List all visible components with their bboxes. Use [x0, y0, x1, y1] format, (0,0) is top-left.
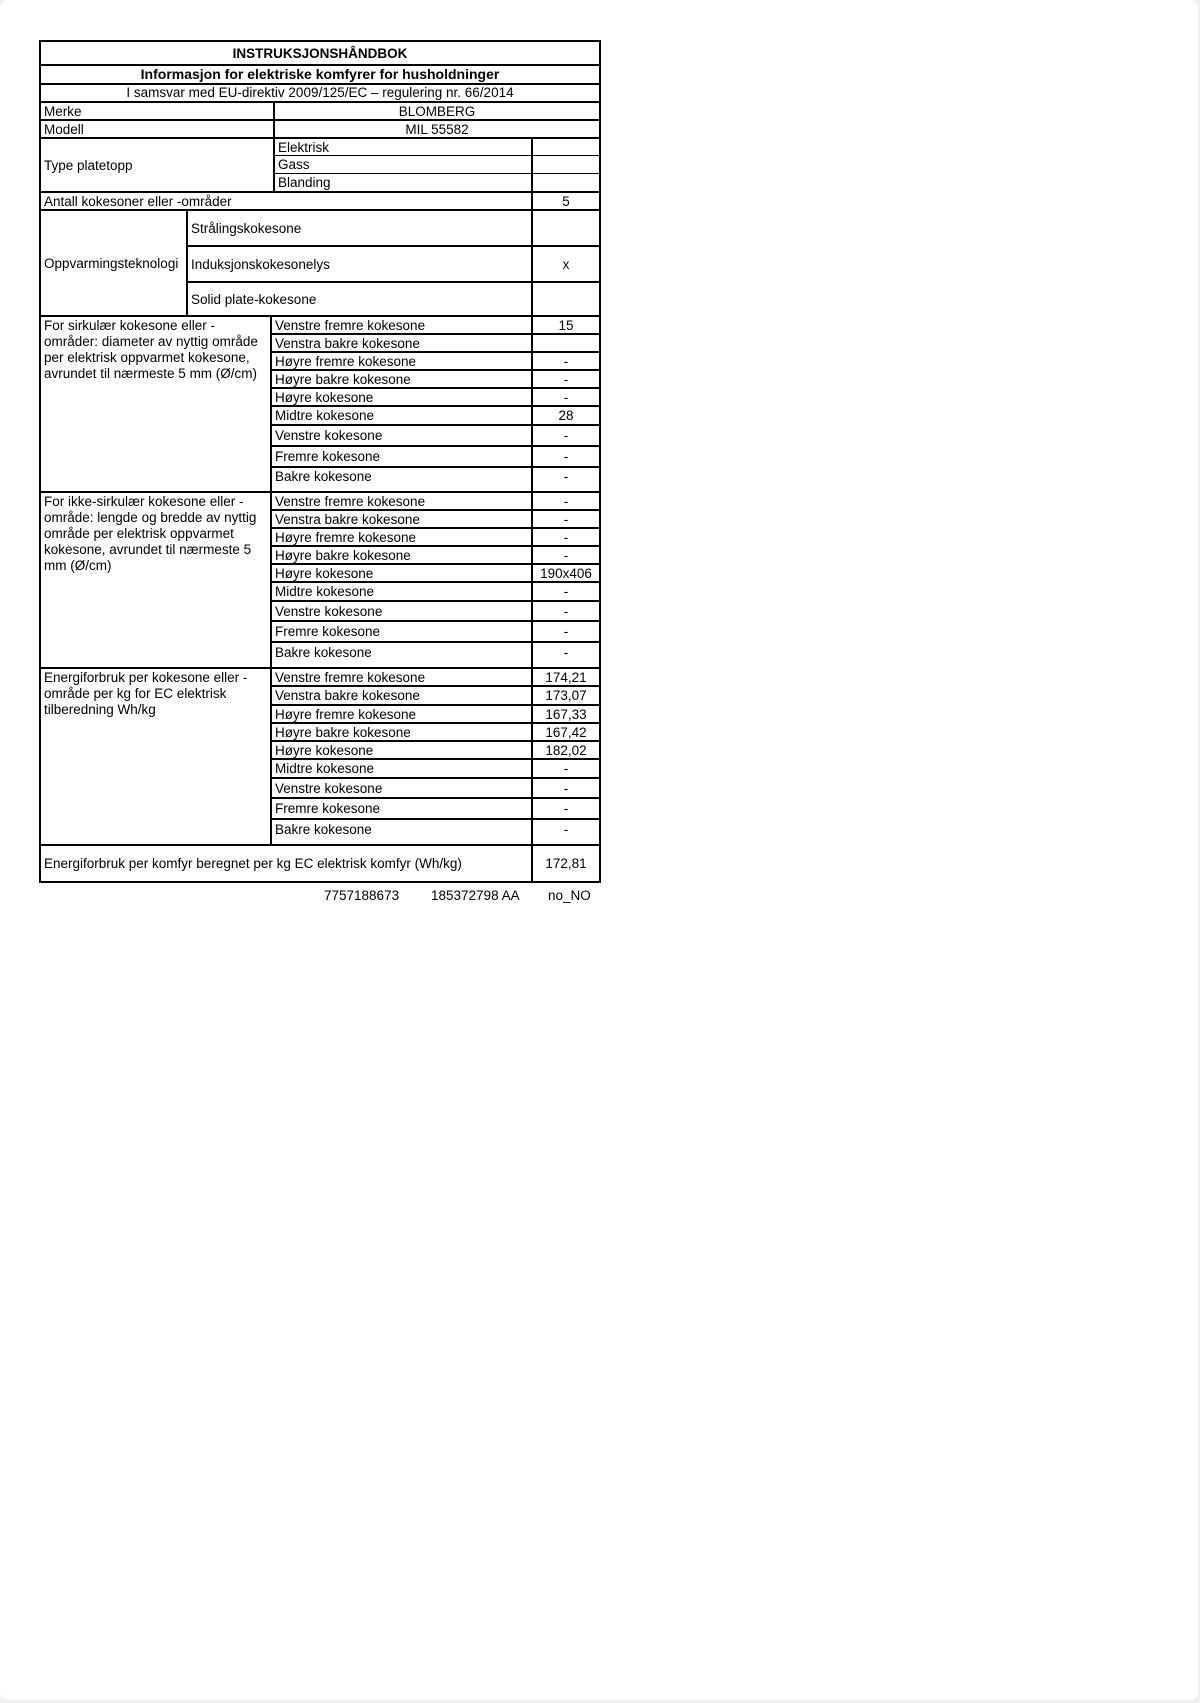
noncircular-zone-row-value: - — [563, 511, 569, 527]
circular-zone-row-label: Høyre fremre kokesone — [275, 353, 417, 369]
zones-count-value: 5 — [562, 193, 570, 209]
noncircular-zone-row-value: - — [563, 584, 569, 599]
heating-tech-mark: x — [562, 256, 570, 272]
heating-tech-option: Induksjonskokesonelys — [191, 256, 330, 272]
energy-zone-row-label: Fremre kokesone — [275, 801, 381, 816]
noncircular-zone-row-label: Høyre kokesone — [275, 565, 374, 581]
energy-zone-label: Energiforbruk per kokesone eller -område per kg for EC elektrisk tilberedning Wh/kg — [44, 670, 248, 717]
noncircular-zone-row-label: Fremre kokesone — [275, 624, 381, 639]
noncircular-zone-row-value: 190x406 — [540, 565, 592, 581]
hob-type-option: Gass — [278, 157, 310, 172]
energy-zone-row-label: Høyre fremre kokesone — [275, 706, 417, 722]
zones-count-label: Antall kokesoner eller -områder — [44, 193, 232, 209]
circular-zone-row-value: - — [563, 468, 569, 484]
energy-total-value: 172,81 — [545, 856, 587, 871]
noncircular-zone-row-label: Høyre bakre kokesone — [275, 547, 411, 563]
energy-zone-row-value: 173,07 — [545, 688, 587, 703]
energy-zone-row-label: Høyre kokesone — [275, 742, 374, 758]
energy-zone-row-label: Venstra bakre kokesone — [275, 688, 420, 703]
circular-zone-row-label: Høyre kokesone — [275, 389, 374, 405]
energy-zone-row-value: - — [563, 801, 569, 816]
heating-tech-mark — [533, 211, 599, 245]
hob-type-option: Elektrisk — [278, 139, 330, 155]
noncircular-zone-row-label: Venstre kokesone — [275, 603, 383, 619]
energy-zone-row-label: Midtre kokesone — [275, 761, 375, 776]
circular-zone-label: For sirkulær kokesone eller -områder: diameter av nyttig område per elektrisk oppvarmet kokesone, avrundet til nærmeste 5 mm (Ø/cm) — [44, 318, 258, 381]
energy-zone-row-label: Høyre bakre kokesone — [275, 724, 411, 740]
circular-zone-row-label: Midtre kokesone — [275, 408, 375, 423]
circular-zone-row-value: - — [563, 428, 569, 443]
product-fiche-table — [39, 40, 601, 883]
hob-type-mark — [533, 156, 599, 173]
circular-zone-row-label: Venstre kokesone — [275, 428, 383, 443]
hob-type-mark — [533, 174, 599, 191]
energy-total-label: Energiforbruk per komfyr beregnet per kg EC elektrisk komfyr (Wh/kg) — [44, 856, 462, 871]
energy-zone-row-label: Venstre fremre kokesone — [275, 669, 426, 685]
heating-tech-option: Strålingskokesone — [191, 220, 302, 236]
energy-zone-row-value: 167,33 — [545, 706, 587, 722]
circular-zone-row-label: Høyre bakre kokesone — [275, 371, 411, 387]
hob-type-mark — [533, 139, 599, 155]
circular-zone-row-value: - — [563, 389, 569, 405]
energy-zone-row-value: - — [563, 780, 569, 796]
energy-zone-row-value: 182,02 — [545, 742, 587, 758]
heating-tech-label: Oppvarmingsteknologi — [44, 255, 179, 271]
energy-zone-row-label: Bakre kokesone — [275, 822, 372, 837]
circular-zone-row-value — [533, 335, 599, 351]
circular-zone-row-label: Bakre kokesone — [275, 468, 372, 484]
circular-zone-row-label: Venstre fremre kokesone — [275, 317, 426, 333]
noncircular-zone-label: For ikke-sirkulær kokesone eller -område: lengde og bredde av nyttig område per elektrisk oppvarmet kokesone, avrundet til nærmeste 5 mm (Ø/cm) — [44, 494, 257, 573]
heating-tech-option: Solid plate-kokesone — [191, 291, 317, 307]
noncircular-zone-row-label: Venstra bakre kokesone — [275, 511, 420, 527]
circular-zone-row-value: - — [563, 353, 569, 369]
noncircular-zone-row-value: - — [563, 603, 569, 619]
circular-zone-row-value: - — [563, 371, 569, 387]
footer-code-1: 7757188673 — [324, 888, 400, 903]
hob-type-label: Type platetopp — [44, 157, 133, 173]
noncircular-zone-row-label: Bakre kokesone — [275, 644, 372, 660]
footer-locale: no_NO — [548, 888, 591, 903]
energy-zone-row-label: Venstre kokesone — [275, 780, 383, 796]
noncircular-zone-row-value: - — [563, 547, 569, 563]
energy-zone-row-value: 167,42 — [545, 724, 587, 740]
hob-type-option: Blanding — [278, 175, 331, 190]
circular-zone-row-label: Fremre kokesone — [275, 449, 381, 464]
brand-value: BLOMBERG — [398, 103, 476, 119]
document-title: INSTRUKSJONSHÅNDBOK — [232, 45, 408, 61]
noncircular-zone-row-value: - — [563, 493, 569, 509]
energy-zone-row-value: - — [563, 761, 569, 776]
document-subtitle: Informasjon for elektriske komfyrer for husholdninger — [140, 66, 500, 82]
model-value: MIL 55582 — [405, 121, 469, 137]
circular-zone-row-value: 28 — [558, 408, 574, 423]
circular-zone-row-label: Venstra bakre kokesone — [275, 335, 420, 351]
circular-zone-row-value: - — [563, 449, 569, 464]
energy-zone-row-value: - — [563, 822, 569, 837]
model-label: Modell — [44, 121, 84, 137]
brand-label: Merke — [44, 103, 82, 119]
footer-code-2: 185372798 AA — [431, 888, 520, 903]
noncircular-zone-row-label: Venstre fremre kokesone — [275, 493, 426, 509]
noncircular-zone-row-value: - — [563, 624, 569, 639]
heating-tech-mark — [533, 283, 599, 315]
noncircular-zone-row-value: - — [563, 644, 569, 660]
noncircular-zone-row-label: Midtre kokesone — [275, 584, 375, 599]
directive-text: I samsvar med EU-direktiv 2009/125/EC – regulering nr. 66/2014 — [126, 85, 514, 100]
noncircular-zone-row-value: - — [563, 529, 569, 545]
circular-zone-row-value: 15 — [558, 317, 574, 333]
energy-zone-row-value: 174,21 — [545, 669, 587, 685]
noncircular-zone-row-label: Høyre fremre kokesone — [275, 529, 417, 545]
